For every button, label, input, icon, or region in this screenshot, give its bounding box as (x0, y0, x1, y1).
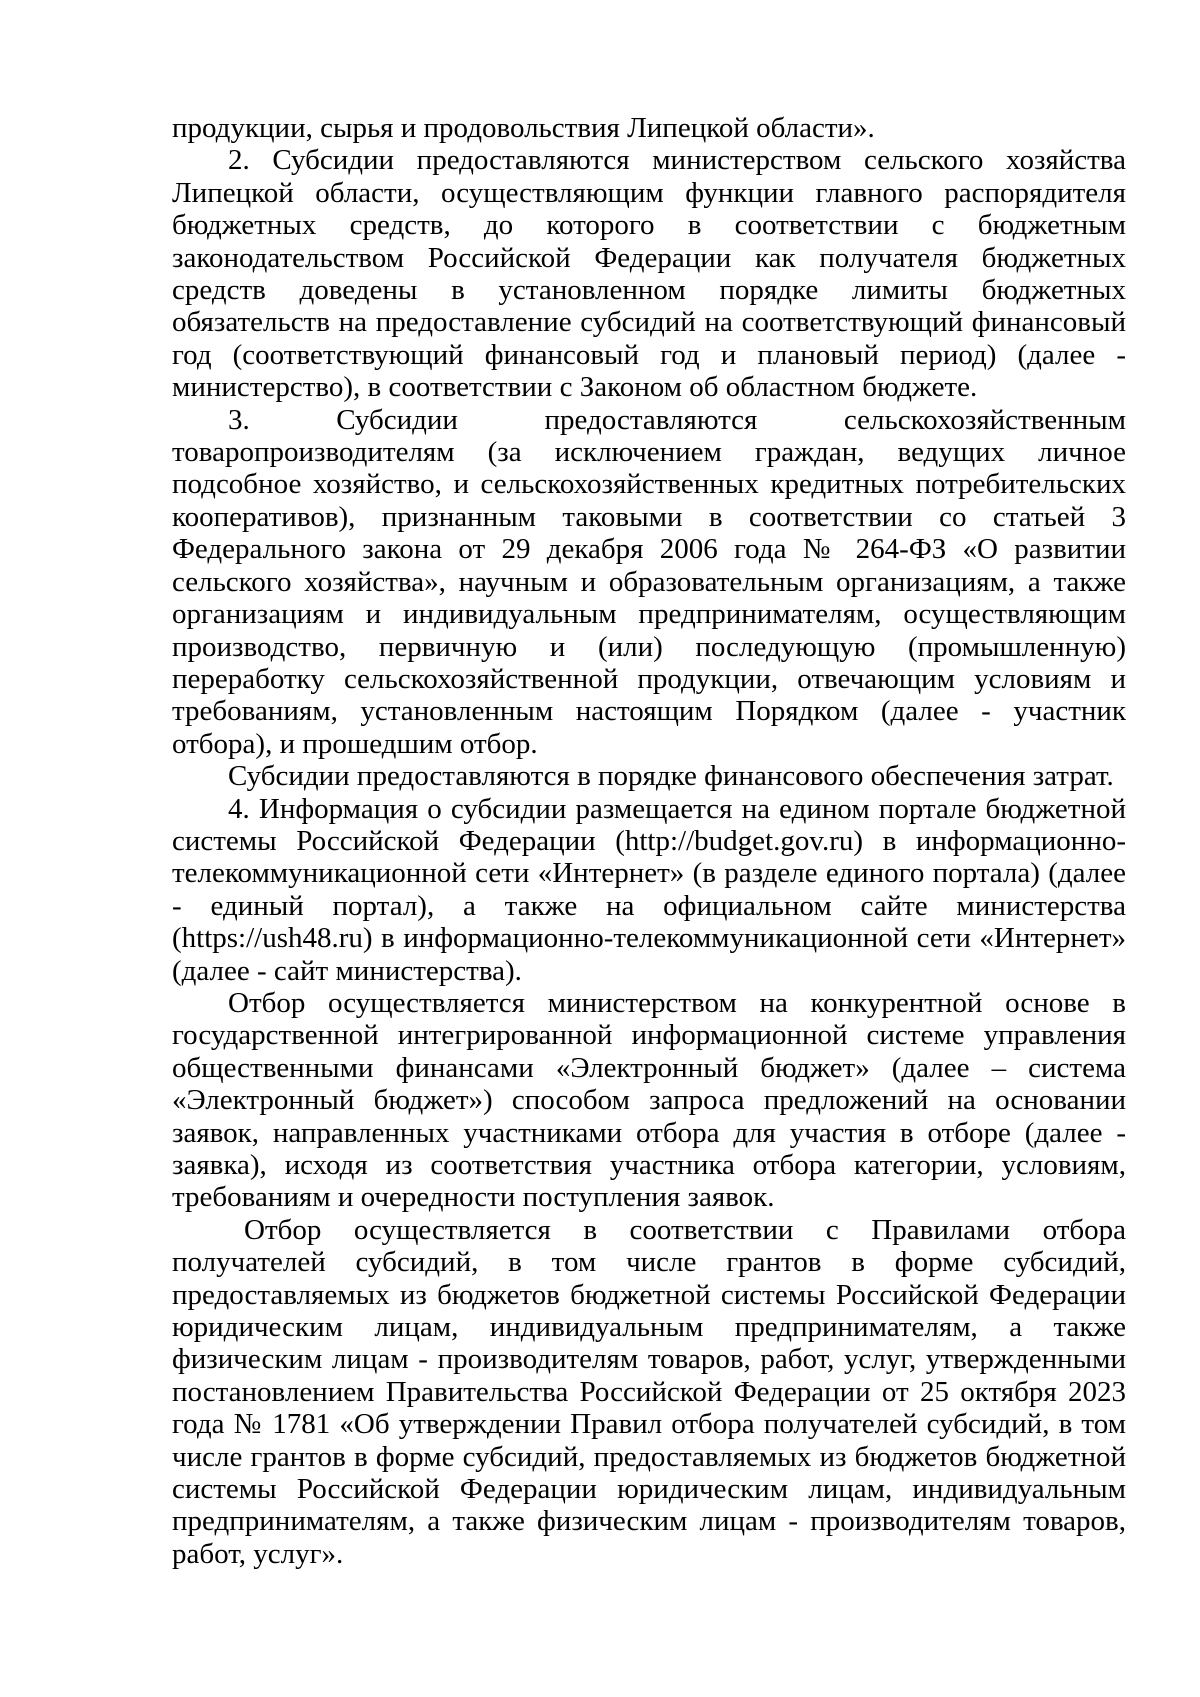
paragraph-item-2: 2. Субсидии предоставляются министерством сельского хозяйства Липецкой области, осуществляющим функции главного распорядителя бюджетных средств, до которого в соответствии с бюджетным законодательством Российской Федерации как получателя бюджетных средств доведены в установленном порядке лимиты бюджетных обязательств на предоставление субсидий на соответствующий финансовый год (соответствующий финансовый год и плановый период) (далее - министерство), в соответствии с Законом об областном бюджете. (172, 144, 1126, 404)
paragraph-financing: Субсидии предоставляются в порядке финансового обеспечения затрат. (228, 760, 1114, 793)
paragraph-selection-method: Отбор осуществляется министерством на конкурентной основе в государственной интегрированной информационной системе управления общественными финансами «Электронный бюджет» (далее – система «Электронный бюджет») способом запроса предложений на основании заявок, направленных участниками отбора для участия в отборе (далее - заявка), исходя из соответствия участника отбора категории, условиям, требованиям и очередности поступления заявок. (172, 986, 1126, 1214)
paragraph-continuation: продукции, сырья и продовольствия Липецкой области». (172, 112, 875, 144)
document-body (172, 112, 1126, 1570)
paragraph-selection-rules: Отбор осуществляется в соответствии с Правилами отбора получателей субсидий, в том числе грантов в форме субсидий, предоставляемых из бюджетов бюджетной системы Российской Федерации юридическим лицам, индивидуальным предпринимателям, а также физическим лицам - производителям товаров, работ, услуг, утвержденными постановлением Правительства Российской Федерации от 25 октября 2023 года № 1781 «Об утверждении Правил отбора получателей субсидий, в том числе грантов в форме субсидий, предоставляемых из бюджетов бюджетной системы Российской Федерации юридическим лицам, индивидуальным предпринимателям, а также физическим лицам - производителям товаров, работ, услуг». (172, 1213, 1126, 1570)
paragraph-item-4: 4. Информация о субсидии размещается на едином портале бюджетной системы Российской Федерации (http://budget.gov.ru) в информационно-телекоммуникационной сети «Интернет» (в разделе единого портала) (далее - единый портал), а также на официальном сайте министерства (https://ush48.ru) в информационно-телекоммуникационной сети «Интернет» (далее - сайт министерства). (172, 792, 1126, 987)
paragraph-item-3: 3. Субсидии предоставляются сельскохозяйственным товаропроизводителям (за исключением граждан, ведущих личное подсобное хозяйство, и сельскохозяйственных кредитных потребительских кооперативов), признанным таковыми в соответствии со статьей 3 Федерального закона от 29 декабря 2006 года № 264-ФЗ «О развитии сельского хозяйства», научным и образовательным организациям, а также организациям и индивидуальным предпринимателям, осуществляющим производство, первичную и (или) последующую (промышленную) переработку сельскохозяйственной продукции, отвечающим условиям и требованиям, установленным настоящим Порядком (далее - участник отбора), и прошедшим отбор. (172, 403, 1126, 760)
